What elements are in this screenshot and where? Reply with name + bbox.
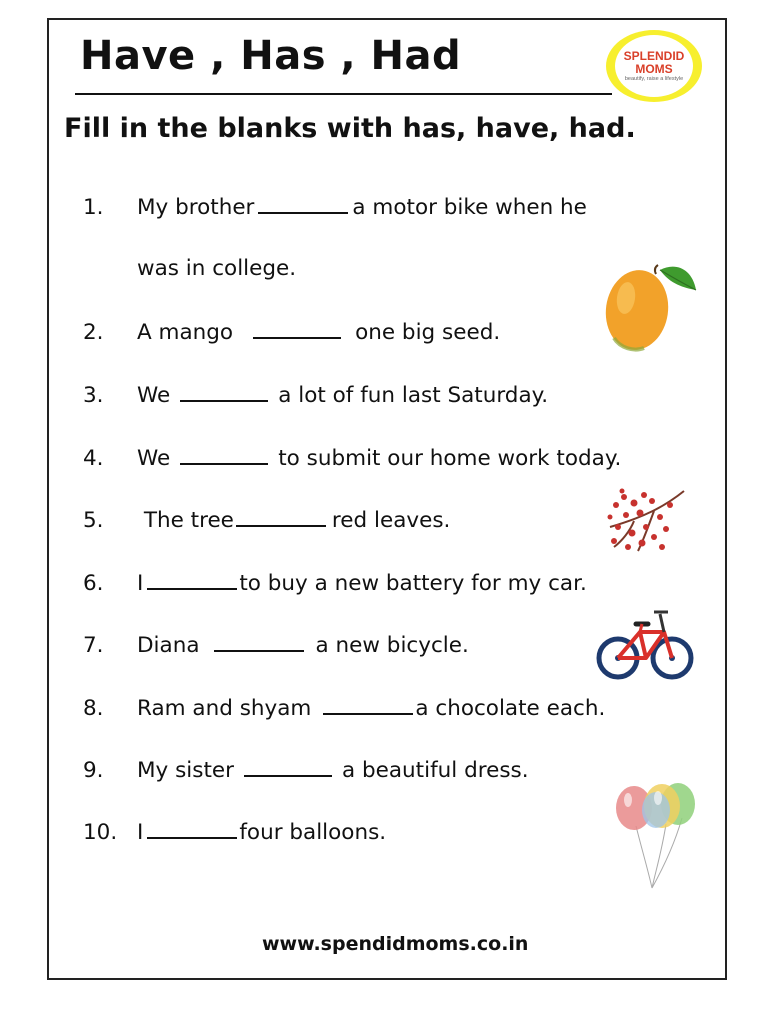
answer-blank[interactable] xyxy=(236,511,326,527)
question-number: 7. xyxy=(83,633,104,658)
question-7 xyxy=(83,633,469,667)
question-text-after: red leaves. xyxy=(331,508,451,533)
title-underline xyxy=(75,93,612,95)
question-number: 3. xyxy=(83,383,104,408)
question-text-before: My brother xyxy=(137,195,255,220)
website-url: www.spendidmoms.co.in xyxy=(262,933,529,955)
logo-text-line1: SPLENDID xyxy=(623,48,685,63)
question-number: 2. xyxy=(83,320,104,345)
question-9 xyxy=(83,758,529,792)
question-text-before: We xyxy=(137,383,171,408)
logo-text-line2: MOMS xyxy=(635,61,673,76)
worksheet-title: Have , Has , Had xyxy=(80,33,462,79)
question-8 xyxy=(83,696,605,730)
answer-blank[interactable] xyxy=(323,699,413,715)
question-text-after: to submit our home work today. xyxy=(278,446,622,471)
instruction-text: Fill in the blanks with has, have, had. xyxy=(64,113,636,144)
question-number: 10. xyxy=(83,820,118,845)
question-number: 1. xyxy=(83,195,104,220)
balloons-icon xyxy=(612,780,698,890)
question-text-before: Diana xyxy=(137,633,200,658)
answer-blank[interactable] xyxy=(180,449,268,465)
question-text-before: The tree xyxy=(137,508,234,533)
question-3 xyxy=(83,383,548,417)
red-leaves-branch-icon xyxy=(604,487,688,557)
question-text-after: a lot of fun last Saturday. xyxy=(278,383,549,408)
question-2 xyxy=(83,320,500,354)
question-5 xyxy=(83,508,450,542)
answer-blank[interactable] xyxy=(253,323,341,339)
question-number: 9. xyxy=(83,758,104,783)
question-number: 5. xyxy=(83,508,104,533)
answer-blank[interactable] xyxy=(258,198,348,214)
answer-blank[interactable] xyxy=(147,574,237,590)
question-text-after: a new bicycle. xyxy=(315,633,469,658)
question-10 xyxy=(83,820,386,854)
question-number: 6. xyxy=(83,571,104,596)
answer-blank[interactable] xyxy=(244,761,332,777)
question-text-after: a chocolate each. xyxy=(415,696,606,721)
bicycle-icon xyxy=(596,600,696,690)
question-1 xyxy=(83,195,587,229)
question-text-before: I xyxy=(137,571,144,596)
question-text-after: a beautiful dress. xyxy=(341,758,529,783)
question-text-before: A mango xyxy=(137,320,234,345)
question-text-after: to buy a new battery for my car. xyxy=(239,571,587,596)
question-6 xyxy=(83,571,587,605)
question-text-before: We xyxy=(137,446,171,471)
question-text-before: Ram and shyam xyxy=(137,696,312,721)
question-1-continuation xyxy=(137,256,296,290)
question-text-after: one big seed. xyxy=(355,320,501,345)
mango-icon xyxy=(600,258,700,358)
question-text-after: four balloons. xyxy=(239,820,387,845)
question-text-before: My sister xyxy=(137,758,234,783)
question-text-continuation: was in college. xyxy=(137,256,297,281)
question-4 xyxy=(83,446,621,480)
question-text-after: a motor bike when he xyxy=(352,195,587,220)
splendid-moms-logo xyxy=(606,30,702,102)
question-number: 8. xyxy=(83,696,104,721)
question-text-before: I xyxy=(137,820,144,845)
logo-tagline: beautify, raise a lifestyle xyxy=(624,75,684,82)
answer-blank[interactable] xyxy=(147,823,237,839)
answer-blank[interactable] xyxy=(180,386,268,402)
question-number: 4. xyxy=(83,446,104,471)
answer-blank[interactable] xyxy=(214,636,304,652)
